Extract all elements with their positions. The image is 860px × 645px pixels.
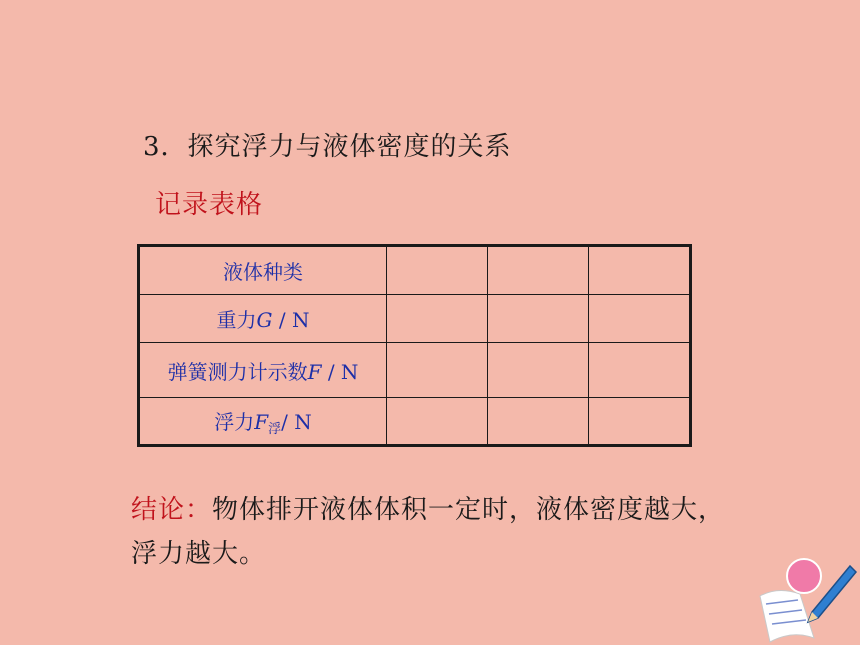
- table-cell: [589, 295, 691, 343]
- table-cell: [589, 398, 691, 446]
- table-row: [139, 295, 691, 343]
- row-label-text: 重力: [216, 308, 257, 332]
- record-table: [137, 244, 692, 447]
- table-cell: [488, 246, 589, 295]
- table-cell: [488, 343, 589, 398]
- row-label-variable: F: [254, 409, 269, 434]
- table-cell: [387, 343, 488, 398]
- table-cell: [387, 398, 488, 446]
- row-label-variable: G: [256, 308, 273, 332]
- paper-sheet-icon: [760, 590, 814, 642]
- row-label-unit: / N: [272, 308, 310, 332]
- row-label-liquid-type: [139, 246, 387, 295]
- table-cell: [387, 295, 488, 343]
- row-label-gravity: [139, 295, 387, 343]
- section-heading: 3．探究浮力与液体密度的关系: [143, 132, 512, 162]
- row-label-text: 弹簧测力计示数: [167, 359, 308, 384]
- conclusion-text: 物体排开液体体积一定时，液体密度越大，浮力越大。: [131, 495, 726, 569]
- table-row: [139, 246, 691, 295]
- row-label-unit: / N: [281, 409, 312, 434]
- table-row: [139, 343, 691, 398]
- row-label-unit: / N: [321, 359, 359, 384]
- table-cell: [589, 343, 691, 398]
- row-label-spring-scale: [139, 343, 387, 398]
- table-caption: 记录表格: [155, 190, 264, 220]
- row-label-variable: F: [307, 359, 322, 384]
- table-row: [139, 398, 691, 446]
- row-label-text: 液体种类: [223, 260, 303, 284]
- row-label-text: 浮力: [214, 409, 255, 434]
- paper-and-pencil-icon: [748, 556, 860, 645]
- table-cell: [488, 295, 589, 343]
- row-label-buoyancy: [139, 398, 387, 446]
- conclusion-paragraph: [131, 488, 731, 576]
- badge-icon: [787, 559, 821, 593]
- table-cell: [589, 246, 691, 295]
- table-cell: [488, 398, 589, 446]
- conclusion-label: 结论：: [131, 495, 213, 525]
- table-cell: [387, 246, 488, 295]
- row-label-subscript: 浮: [268, 421, 282, 437]
